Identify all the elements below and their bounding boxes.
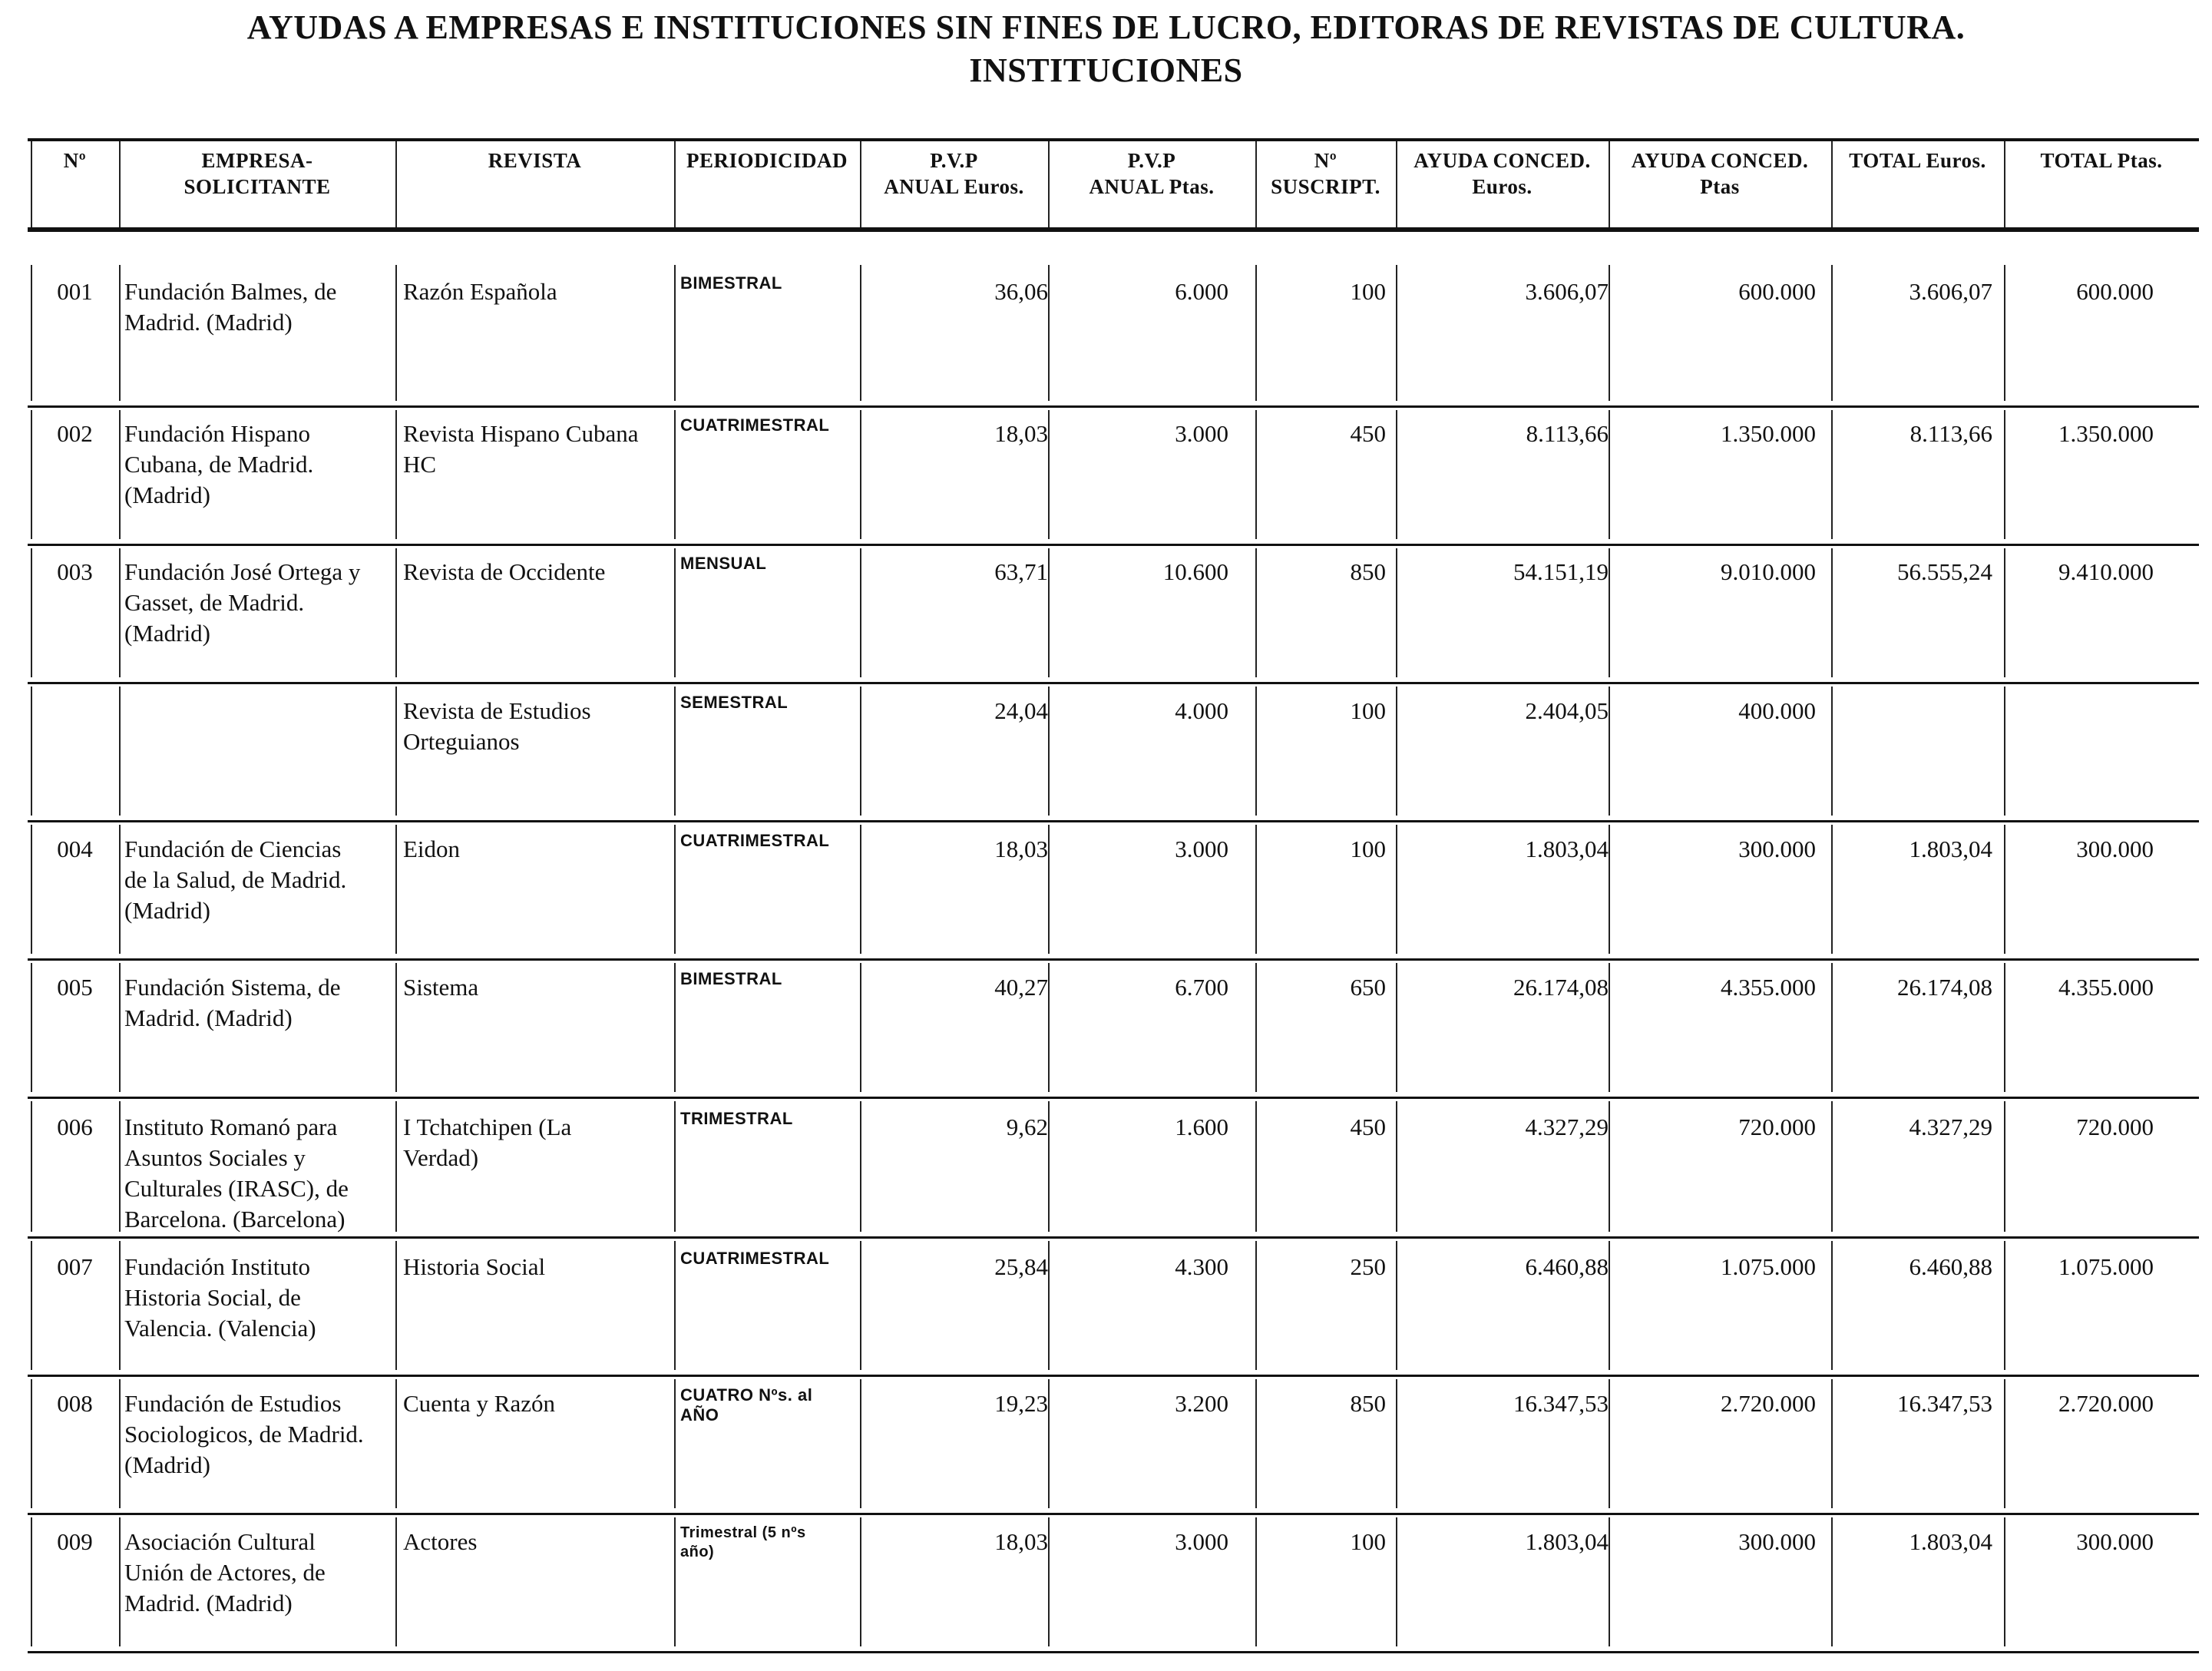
table-cell-ayuda-euros: 16.347,53 [1513,1390,1609,1417]
table-cell-ayuda-euros: 26.174,08 [1513,974,1609,1001]
column-header-suscript [1255,147,1396,200]
table-cell-pvp-euros: 19,23 [994,1390,1048,1417]
table-cell-suscript: 100 [1350,697,1386,724]
table-cell-revista: Revista Hispano Cubana HC [403,420,639,478]
table-cell-empresa: Fundación de Estudios Sociologicos, de Madrid. (Madrid) [124,1390,364,1478]
table-cell-revista: Revista de Occidente [403,558,606,585]
row-divider [28,544,2199,546]
table-cell-ayuda-euros: 1.803,04 [1525,1528,1609,1555]
row-column-separator [860,1517,861,1646]
column-header-line: REVISTA [488,149,582,172]
table-cell-total-euros: 16.347,53 [1897,1390,1992,1417]
table-cell-revista: I Tchatchipen (La Verdad) [403,1113,572,1171]
table-cell-periodicidad: BIMESTRAL [680,969,782,988]
table-cell-pvp-ptas: 3.000 [1175,836,1228,862]
column-header-pvp-euros [860,147,1048,200]
table-cell-ayuda-ptas: 300.000 [1738,1528,1816,1555]
table-cell-ayuda-euros: 3.606,07 [1525,278,1609,305]
document-subtitle: INSTITUCIONES [969,51,1243,89]
row-column-separator [674,410,676,539]
row-column-separator [119,265,121,401]
table-cell-revista: Actores [403,1528,478,1555]
row-column-separator [119,1101,121,1232]
table-cell-total-ptas: 300.000 [2076,1528,2154,1555]
row-column-separator [1609,1517,1610,1646]
table-cell-pvp-euros: 24,04 [994,697,1048,724]
table-cell-total-ptas: 600.000 [2076,278,2154,305]
row-column-separator [119,548,121,677]
table-cell-total-ptas: 300.000 [2076,836,2154,862]
table-cell-periodicidad: CUATRO Nºs. al AÑO [680,1385,813,1424]
table-cell-ayuda-euros: 4.327,29 [1525,1113,1609,1140]
table-cell-periodicidad: CUATRIMESTRAL [680,831,830,850]
row-column-separator [395,410,397,539]
table-cell-ayuda-ptas: 300.000 [1738,836,1816,862]
table-cell-ayuda-ptas: 4.355.000 [1721,974,1816,1001]
row-column-separator [395,265,397,401]
row-column-separator [674,1517,676,1646]
row-divider [28,1236,2199,1239]
row-column-separator [860,265,861,401]
row-divider [28,405,2199,408]
table-cell-pvp-euros: 40,27 [994,974,1048,1001]
row-column-separator [860,548,861,677]
row-column-separator [1048,687,1050,816]
row-divider [28,820,2199,822]
row-column-separator [674,1101,676,1232]
table-cell-ayuda-euros: 8.113,66 [1526,420,1609,447]
table-cell-revista: Sistema [403,974,479,1001]
table-cell-empresa: Fundación de Ciencias de la Salud, de Madrid. (Madrid) [124,836,347,924]
row-column-separator [31,687,32,816]
column-header-total-ptas [2004,147,2199,174]
table-cell-empresa: Asociación Cultural Unión de Actores, de Madrid. (Madrid) [124,1528,326,1616]
table-cell-empresa: Fundación José Ortega y Gasset, de Madrid. (Madrid) [124,558,361,647]
row-column-separator [1048,1517,1050,1646]
table-cell-pvp-euros: 18,03 [994,1528,1048,1555]
row-column-separator [1609,265,1610,401]
table-cell-n: 004 [57,836,93,862]
table-cell-suscript: 450 [1350,420,1386,447]
table-cell-n: 009 [57,1528,93,1555]
table-cell-pvp-euros: 18,03 [994,836,1048,862]
column-header-line: EMPRESA- [201,149,313,172]
column-header-line: TOTAL Euros. [1849,149,1986,172]
row-divider [28,1375,2199,1377]
table-cell-periodicidad: MENSUAL [680,554,767,573]
row-divider [28,1651,2199,1653]
table-cell-empresa: Instituto Romanó para Asuntos Sociales y Culturales (IRASC), de Barcelona. (Barcelona) [124,1113,349,1233]
row-column-separator [395,1101,397,1232]
row-column-separator [119,1241,121,1370]
column-header-line: ANUAL Euros. [884,175,1024,198]
table-cell-suscript: 100 [1350,1528,1386,1555]
table-cell-ayuda-ptas: 9.010.000 [1721,558,1816,585]
table-cell-total-euros: 3.606,07 [1909,278,1992,305]
row-column-separator [119,963,121,1092]
table-cell-n: 006 [57,1113,93,1140]
table-cell-pvp-ptas: 10.600 [1162,558,1228,585]
column-header-ayuda-ptas [1609,147,1831,200]
row-column-separator [674,1241,676,1370]
column-header-line: PERIODICIDAD [686,149,848,172]
row-column-separator [119,825,121,954]
table-cell-periodicidad: BIMESTRAL [680,273,782,293]
table-cell-empresa: Fundación Balmes, de Madrid. (Madrid) [124,278,337,336]
table-cell-pvp-ptas: 6.700 [1175,974,1228,1001]
row-column-separator [1048,825,1050,954]
table-cell-total-euros: 26.174,08 [1897,974,1992,1001]
table-cell-total-ptas: 2.720.000 [2058,1390,2154,1417]
row-column-separator [395,548,397,677]
column-header-line: Euros. [1472,175,1533,198]
table-cell-ayuda-ptas: 1.350.000 [1721,420,1816,447]
column-header-line: ANUAL Ptas. [1089,175,1215,198]
table-cell-empresa: Fundación Sistema, de Madrid. (Madrid) [124,974,341,1031]
row-column-separator [860,963,861,1092]
row-column-separator [860,825,861,954]
table-cell-revista: Revista de Estudios Orteguianos [403,697,591,755]
column-header-line: TOTAL Ptas. [2040,149,2163,172]
column-header-line: SOLICITANTE [184,175,331,198]
row-column-separator [1048,1101,1050,1232]
table-cell-suscript: 850 [1350,1390,1386,1417]
table-cell-n: 002 [57,420,93,447]
table-cell-empresa: Fundación Hispano Cubana, de Madrid. (Madrid) [124,420,314,508]
table-cell-n: 005 [57,974,93,1001]
table-cell-revista: Eidon [403,836,461,862]
table-cell-total-euros: 4.327,29 [1909,1113,1992,1140]
row-column-separator [860,1241,861,1370]
row-column-separator [860,1379,861,1508]
table-cell-pvp-euros: 9,62 [1006,1113,1048,1140]
table-cell-pvp-euros: 25,84 [994,1253,1048,1280]
table-cell-total-euros: 6.460,88 [1909,1253,1992,1280]
row-column-separator [119,1517,121,1646]
table-cell-pvp-ptas: 1.600 [1175,1113,1228,1140]
column-header-pvp-ptas [1048,147,1255,200]
column-header-line: P.V.P [1127,149,1176,172]
row-column-separator [1609,1101,1610,1232]
table-cell-total-euros: 8.113,66 [1909,420,1992,447]
header-bottom-rule [28,227,2199,232]
column-header-line: AYUDA CONCED. [1631,149,1809,172]
table-cell-pvp-ptas: 4.000 [1175,697,1228,724]
table-cell-ayuda-euros: 6.460,88 [1525,1253,1609,1280]
row-column-separator [2004,687,2005,816]
table-cell-ayuda-ptas: 400.000 [1738,697,1816,724]
table-cell-suscript: 650 [1350,974,1386,1001]
table-cell-ayuda-ptas: 720.000 [1738,1113,1816,1140]
row-column-separator [1048,1241,1050,1370]
table-cell-empresa: Fundación Instituto Historia Social, de Valencia. (Valencia) [124,1253,316,1342]
table-cell-suscript: 850 [1350,558,1386,585]
row-column-separator [860,410,861,539]
row-column-separator [674,548,676,677]
row-column-separator [119,687,121,816]
table-cell-periodicidad: TRIMESTRAL [680,1109,793,1128]
table-cell-pvp-euros: 63,71 [994,558,1048,585]
column-header-empresa [119,147,395,200]
table-cell-suscript: 450 [1350,1113,1386,1140]
table-cell-pvp-ptas: 3.200 [1175,1390,1228,1417]
row-column-separator [119,410,121,539]
column-header-line: SUSCRIPT. [1271,175,1380,198]
table-cell-total-ptas: 4.355.000 [2058,974,2154,1001]
table-cell-pvp-ptas: 6.000 [1175,278,1228,305]
table-cell-total-euros: 1.803,04 [1909,1528,1992,1555]
table-cell-revista: Razón Española [403,278,557,305]
column-header-ayuda-euros [1396,147,1609,200]
table-cell-total-euros: 56.555,24 [1897,558,1992,585]
table-cell-pvp-euros: 18,03 [994,420,1048,447]
table-cell-pvp-ptas: 3.000 [1175,1528,1228,1555]
column-header-line: P.V.P [930,149,978,172]
row-divider [28,1513,2199,1515]
table-cell-ayuda-ptas: 1.075.000 [1721,1253,1816,1280]
row-column-separator [1048,963,1050,1092]
row-column-separator [1609,1379,1610,1508]
row-column-separator [395,963,397,1092]
row-column-separator [119,1379,121,1508]
column-header-line: AYUDA CONCED. [1413,149,1591,172]
row-column-separator [674,1379,676,1508]
row-column-separator [674,825,676,954]
table-cell-revista: Cuenta y Razón [403,1390,556,1417]
row-divider [28,958,2199,961]
table-cell-n: 007 [57,1253,93,1280]
column-header-revista [395,147,674,174]
row-column-separator [1609,825,1610,954]
table-cell-ayuda-euros: 54.151,19 [1513,558,1609,585]
table-cell-total-ptas: 720.000 [2076,1113,2154,1140]
table-cell-periodicidad: Trimestral (5 nºs año) [680,1524,806,1560]
table-cell-ayuda-ptas: 2.720.000 [1721,1390,1816,1417]
header-top-rule [28,138,2199,141]
row-column-separator [674,963,676,1092]
row-column-separator [1609,548,1610,677]
table-cell-suscript: 100 [1350,836,1386,862]
row-column-separator [1609,410,1610,539]
table-cell-ayuda-euros: 1.803,04 [1525,836,1609,862]
table-cell-pvp-ptas: 4.300 [1175,1253,1228,1280]
row-column-separator [1609,963,1610,1092]
row-column-separator [395,687,397,816]
column-header-line: Nº [1314,149,1337,172]
row-column-separator [1048,548,1050,677]
row-divider [28,1097,2199,1099]
row-column-separator [674,265,676,401]
row-column-separator [1609,1241,1610,1370]
column-header-periodicidad [674,147,860,174]
table-cell-pvp-euros: 36,06 [994,278,1048,305]
table-cell-revista: Historia Social [403,1253,546,1280]
row-column-separator [860,687,861,816]
row-column-separator [1048,410,1050,539]
table-cell-periodicidad: SEMESTRAL [680,693,789,712]
table-cell-periodicidad: CUATRIMESTRAL [680,1249,830,1268]
column-header-total-euros [1831,147,2004,174]
document-title: AYUDAS A EMPRESAS E INSTITUCIONES SIN FINES DE LUCRO, EDITORAS DE REVISTAS DE CULTURA. [246,8,1966,46]
row-column-separator [1048,1379,1050,1508]
row-column-separator [674,687,676,816]
table-cell-total-ptas: 9.410.000 [2058,558,2154,585]
row-column-separator [860,1101,861,1232]
table-cell-ayuda-ptas: 600.000 [1738,278,1816,305]
table-cell-suscript: 100 [1350,278,1386,305]
row-column-separator [1831,687,1833,816]
table-cell-n: 001 [57,278,93,305]
row-column-separator [395,1379,397,1508]
table-cell-pvp-ptas: 3.000 [1175,420,1228,447]
table-cell-n: 003 [57,558,93,585]
column-header-line: Nº [63,149,87,172]
table-cell-n: 008 [57,1390,93,1417]
row-column-separator [395,1517,397,1646]
row-divider [28,682,2199,684]
table-cell-total-euros: 1.803,04 [1909,836,1992,862]
table-cell-periodicidad: CUATRIMESTRAL [680,415,830,435]
table-cell-total-ptas: 1.350.000 [2058,420,2154,447]
column-header-n [31,147,119,174]
row-column-separator [395,1241,397,1370]
row-column-separator [1048,265,1050,401]
row-column-separator [395,825,397,954]
column-header-line: Ptas [1700,175,1740,198]
table-cell-total-ptas: 1.075.000 [2058,1253,2154,1280]
table-cell-suscript: 250 [1350,1253,1386,1280]
table-cell-ayuda-euros: 2.404,05 [1525,697,1609,724]
row-column-separator [1609,687,1610,816]
